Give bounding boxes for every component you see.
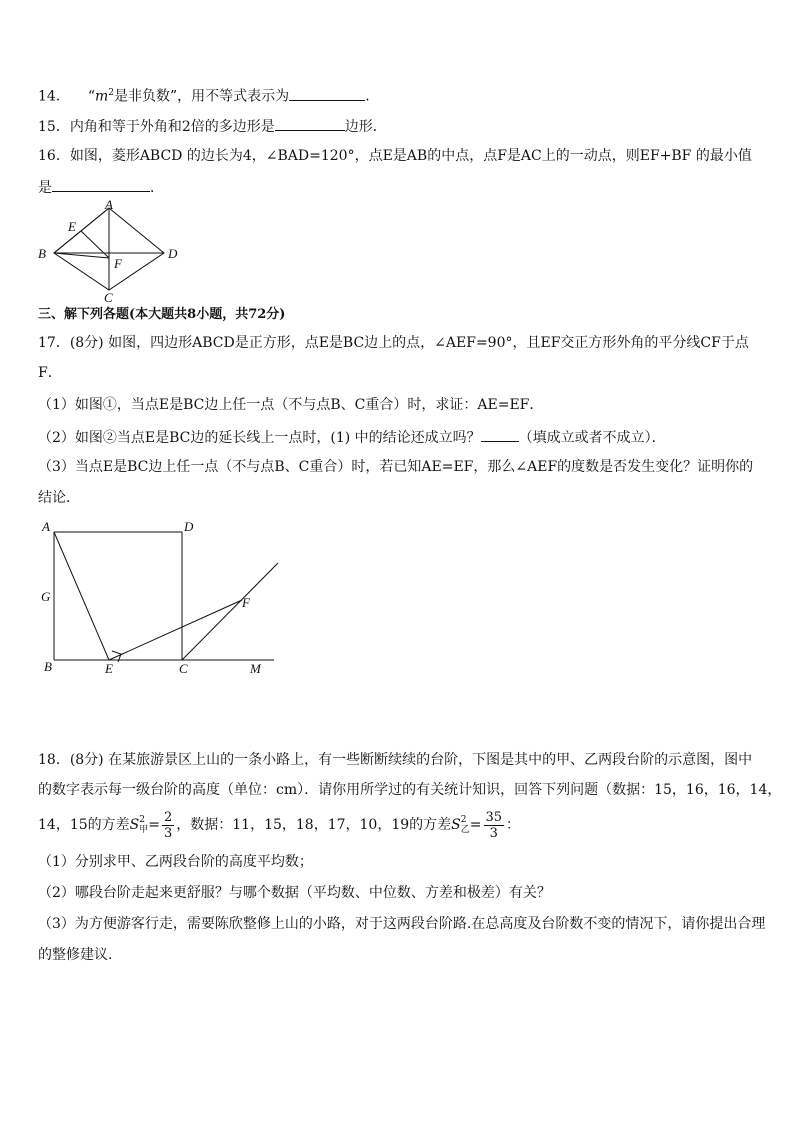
q17-sub2-text: （2）如图②当点E是BC边的延长线上一点时，(1) 中的结论还成立吗？ xyxy=(38,430,481,446)
question-18-line3 xyxy=(38,808,520,842)
question-16-line1: 16．如图，菱形ABCD 的边长为4，∠BAD=120°，点E是AB的中点，点F是AC上的一动点，则EF+BF 的最小值 xyxy=(38,148,752,164)
q14-number: 14． xyxy=(38,88,70,105)
q15-answer-blank[interactable] xyxy=(275,116,345,131)
q16-answer-blank[interactable] xyxy=(52,177,150,192)
label-e: E xyxy=(105,661,113,676)
variance-jia-numerator: 2 xyxy=(163,809,173,825)
segment-ae xyxy=(54,532,109,660)
label-a: A xyxy=(42,519,50,534)
question-17-sub2 xyxy=(38,427,666,447)
label-c: C xyxy=(104,290,113,304)
square-top-right xyxy=(54,532,182,660)
q16-text: 是 xyxy=(38,180,52,196)
q18-line3-text: 14，15的方差 xyxy=(38,817,130,833)
question-15 xyxy=(38,116,387,136)
bisector-cf xyxy=(182,563,278,660)
rhombus-figure xyxy=(34,198,184,304)
question-18-sub1: （1）分别求甲、乙两段台阶的高度平均数； xyxy=(38,854,313,870)
question-14 xyxy=(38,84,379,106)
q17-sub2-answer-blank[interactable] xyxy=(481,427,519,442)
q14-end: ． xyxy=(365,88,380,105)
label-b: B xyxy=(38,246,46,261)
question-17-sub1: （1）如图①，当点E是BC边上任一点（不与点B、C重合）时，求证：AE=EF． xyxy=(38,397,544,413)
square-figure xyxy=(34,515,284,680)
q15-text: 15．内角和等于外角和2倍的多边形是 xyxy=(38,119,275,135)
q14-exponent: 2 xyxy=(108,88,115,98)
question-16-line2 xyxy=(38,177,164,197)
variance-jia-eq: = xyxy=(148,817,160,833)
question-18-line2: 的数字表示每一级台阶的高度（单位：cm）．请你用所学过的有关统计知识，回答下列问题（数据：15，16，16，14， xyxy=(38,782,782,798)
q17-sub2-text-end: （填成立或者不成立）． xyxy=(518,430,666,446)
label-m: M xyxy=(250,661,261,676)
q16-end: ． xyxy=(150,180,164,196)
variance-yi-denominator: 3 xyxy=(489,825,498,841)
q15-text-end: 边形． xyxy=(344,119,387,135)
label-g: G xyxy=(41,589,51,604)
label-f: F xyxy=(242,595,250,610)
label-c: C xyxy=(179,661,188,676)
segment-ef xyxy=(109,600,242,660)
segment-ef xyxy=(81,231,109,258)
variance-jia-symbol: S xyxy=(129,817,140,833)
variance-jia-sub: 甲 xyxy=(139,825,149,835)
variance-yi-fraction xyxy=(484,810,505,841)
variance-yi-eq: = xyxy=(469,817,482,833)
segment-bf xyxy=(54,253,109,258)
variance-yi-sup: 2 xyxy=(460,815,467,825)
variance-jia-denominator: 3 xyxy=(163,825,173,841)
section-3-title: 三、解下列各题(本大题共8小题，共72分) xyxy=(38,307,286,322)
label-d: D xyxy=(184,519,194,534)
question-17-sub3-line1: （3）当点E是BC边上任一点（不与点B、C重合）时，若已知AE=EF，那么∠AEF的度数是否发生变化？证明你的 xyxy=(38,459,754,475)
q14-answer-blank[interactable] xyxy=(289,86,365,101)
q14-variable: m xyxy=(95,88,109,105)
question-17-sub3-line2: 结论． xyxy=(38,490,80,506)
variance-yi-sub: 乙 xyxy=(460,825,470,835)
label-b: B xyxy=(44,659,52,674)
label-e: E xyxy=(68,219,76,234)
label-d: D xyxy=(168,246,178,261)
segment-be xyxy=(54,231,81,253)
question-18-sub3-line2: 的整修建议. xyxy=(38,947,113,963)
label-f: F xyxy=(114,256,122,271)
question-17-line2: F． xyxy=(38,365,62,381)
question-18-sub3-line1: （3）为方便游客行走，需要陈欣整修上山的小路，对于这两段台阶路.在总高度及台阶数不变的情况下，请你提出合理 xyxy=(38,916,766,932)
variance-yi-numerator: 35 xyxy=(485,809,503,825)
q14-text: 是非负数”，用不等式表示为 xyxy=(114,88,290,105)
question-18-line1: 18．(8分) 在某旅游景区上山的一条小路上，有一些断断续续的台阶，下图是其中的甲、乙两段台阶的示意图，图中 xyxy=(38,752,753,768)
q14-open-quote: “ xyxy=(87,88,95,105)
label-a: A xyxy=(105,198,113,212)
q18-line3-end: ： xyxy=(506,817,521,833)
question-17-line1: 17．(8分) 如图，四边形ABCD是正方形，点E是BC边上的点，∠AEF=90°，且EF交正方形外角的平分线CF于点 xyxy=(38,335,749,351)
variance-jia-fraction xyxy=(162,810,174,841)
question-18-sub2: （2）哪段台阶走起来更舒服？与哪个数据（平均数、中位数、方差和极差）有关？ xyxy=(38,885,551,901)
q18-line3-text-b: ，数据：11，15，18，17，10，19的方差 xyxy=(176,817,452,833)
variance-jia-sup: 2 xyxy=(139,815,145,825)
variance-yi-symbol: S xyxy=(451,817,461,833)
